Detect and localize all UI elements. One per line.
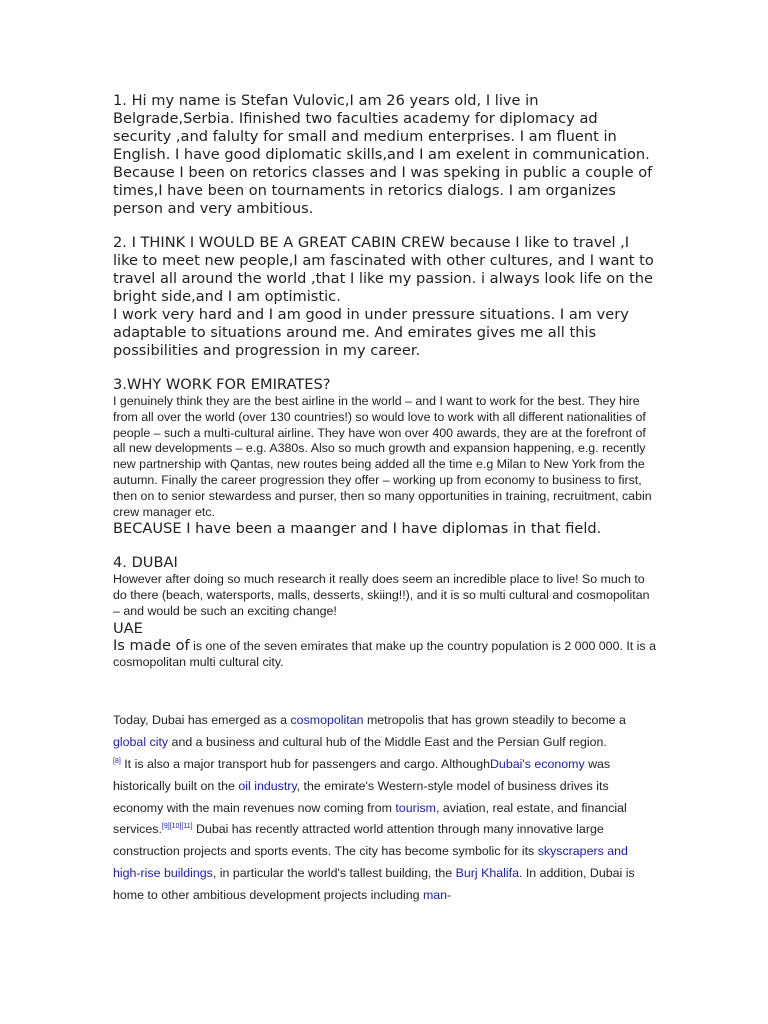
citation-link-9[interactable]: [9] [161, 823, 170, 831]
wiki-text: It is also a major transport hub for passengers and cargo. Although [120, 756, 490, 771]
spacer [113, 538, 658, 554]
spacer [113, 670, 658, 710]
link-cosmopolitan[interactable]: cosmopolitan [290, 713, 364, 728]
link-burj-khalifa[interactable]: Burj Khalifa [455, 865, 519, 880]
why-emirates-body: I genuinely think they are the best airline in the world – and I want to work for the best. They hire from all over the world (over 130 countries!) so would love to work with all different nationalities of people – such a multi-cultural airline. They have won over 400 awards, they are at the forefront of all new developments – e.g. A380s. Also so much growth and expansion happening, e.g. recently new partnership with Qantas, new routes being added all the time e.g Milan to New York from the autumn. Finally the career progression they offer – working up from economy to business to first, then on to senior stewardess and purser, then so many opportunities in training, recruitment, cabin crew manager etc. [113, 394, 652, 519]
intro-paragraph: 1. Hi my name is Stefan Vulovic,I am 26 years old, I live in Belgrade,Serbia. Ifinished two faculties academy for diplomacy ad security ,and falulty for small and medium enterprises. I am fluent in English. I have good diplomatic skills,and I am exelent in communication. Because I been on retorics classes and I was speking in public a couple of times,I have been on tournaments in retorics dialogs. I am organizes person and very ambitious. [113, 92, 653, 217]
wiki-text: Today, Dubai has emerged as a [113, 713, 291, 728]
because-paragraph: BECAUSE I have been a maanger and I have diplomas in that field. [113, 520, 602, 538]
dubai-body: However after doing so much research it really does seem an incredible place to live! So much to do there (beach, watersports, malls, desserts, skiing!!), and it is so multi cultural and cosmopolitan – and would be such an exciting change! [113, 572, 650, 618]
link-skyscrapers[interactable]: skyscrapers and high-rise buildings [113, 844, 628, 880]
link-global-city[interactable]: global city [113, 735, 169, 750]
wiki-text: . In addition, Dubai is home to other ambitious development projects including [113, 865, 635, 902]
made-of-lead: Is made of [113, 636, 190, 654]
work-ethic-paragraph: I work very hard and I am good in under pressure situations. I am very adaptable to situations around me. And emirates gives me all this possibilities and progression in my career. [113, 306, 629, 359]
uae-heading: UAE [113, 619, 143, 637]
citation-link-8[interactable]: [8] [113, 757, 121, 765]
population-paragraph [113, 638, 658, 671]
why-emirates-heading: 3.WHY WORK FOR EMIRATES? [113, 376, 331, 393]
wiki-text: metropolis that has grown steadily to become a [363, 713, 626, 728]
document-page [113, 92, 658, 907]
citation-link-10[interactable]: [10] [169, 823, 182, 831]
wiki-text: , in particular the world's tallest building, the [212, 865, 456, 880]
wiki-text: Dubai has recently attracted world attention through many innovative large construction projects and sports events. The city has become symbolic for its [113, 822, 604, 859]
wiki-text: , the emirate's Western-style model of business drives its economy with the main revenues now coming from [113, 778, 609, 815]
link-man-made[interactable]: man- [422, 887, 452, 902]
dubai-heading: 4. DUBAI [113, 554, 178, 572]
wiki-text: was historically built on the [113, 756, 611, 793]
wiki-text: , aviation, real estate, and financial services. [113, 800, 627, 837]
wiki-paragraph [113, 710, 658, 906]
link-tourism[interactable]: tourism [395, 800, 436, 815]
population-text: is one of the seven emirates that make up the country population is 2 000 000. It is a cosmopolitan multi cultural city. [113, 638, 656, 669]
spacer [113, 218, 658, 234]
link-oil-industry[interactable]: oil industry [238, 778, 297, 793]
cabin-crew-paragraph: 2. I THINK I WOULD BE A GREAT CABIN CREW because I like to travel ,I like to meet new people,I am fascinated with other cultures, and I want to travel all around the world ,that I like my passion. i always look life on the bright side,and I am optimistic. [113, 234, 654, 305]
link-dubais-economy[interactable]: Dubai's economy [489, 756, 585, 771]
spacer [113, 360, 658, 376]
wiki-text: and a business and cultural hub of the Middle East and the Persian Gulf region. [168, 735, 607, 750]
citation-link-11[interactable]: [11] [181, 823, 193, 831]
